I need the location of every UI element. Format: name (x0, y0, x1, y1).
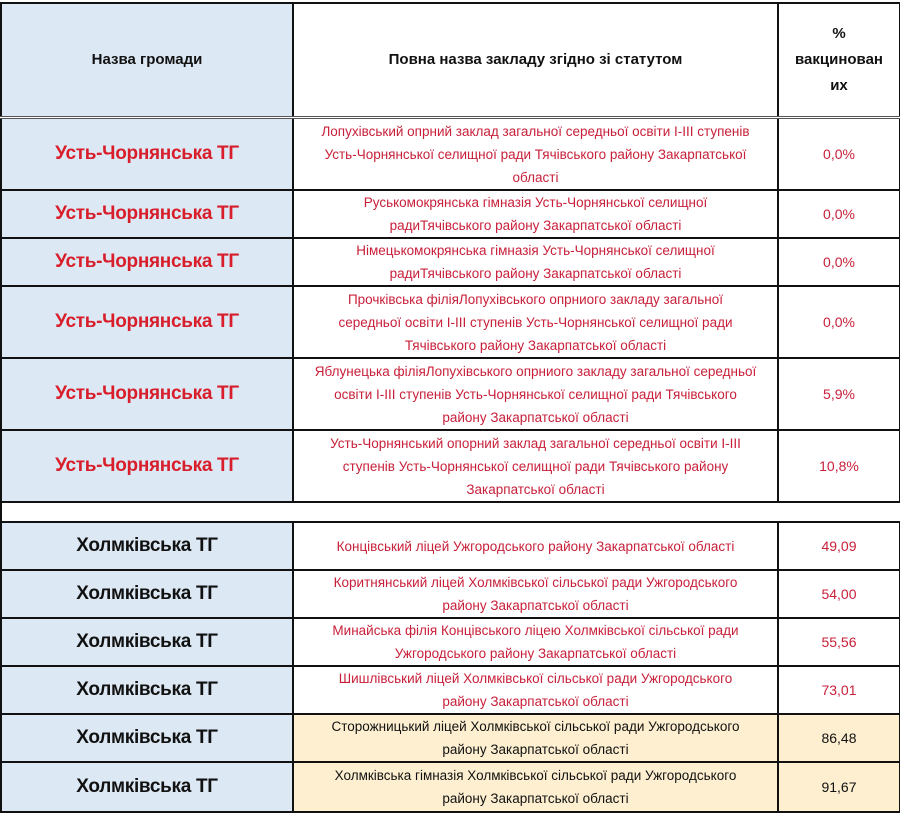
header-pct-line: вакцинован (795, 51, 883, 68)
school-name-line: Сторожницький ліцей Холмківської сільської ради Ужгородського (331, 719, 740, 734)
cell-school-name[interactable] (293, 238, 778, 286)
table-row (1, 190, 900, 238)
school-name-line: радиТячівського району Закарпатської області (389, 218, 682, 233)
school-name-line: Концівський ліцей Ужгородського району Закарпатської області (336, 538, 735, 554)
cell-gromada[interactable]: Холмківська ТГ (1, 666, 293, 714)
school-name-line: Тячівського району Закарпатської області (404, 337, 667, 353)
cell-school-name[interactable] (293, 714, 778, 762)
cell-gromada[interactable]: Холмківська ТГ (1, 762, 293, 812)
school-name-line: ступенів Усть-Чорнянської селищної ради Тячівського району (342, 458, 729, 474)
school-name-line: району Закарпатської області (442, 409, 629, 425)
cell-school-name[interactable] (293, 118, 778, 191)
cell-gromada[interactable]: Холмківська ТГ (1, 714, 293, 762)
header-pct-line: их (830, 77, 848, 94)
school-name-line: Німецькомокрянська гімназія Усть-Чорнянської селищної (356, 243, 715, 258)
cell-vaccinated-pct[interactable]: 10,8% (778, 430, 900, 502)
school-name-line: Коритнянський ліцей Холмківської сільської ради Ужгородського (333, 575, 738, 590)
spacer-row (1, 502, 900, 522)
spacer-cell (778, 502, 900, 522)
school-name-line: Лопухівський опрний заклад загальної середньої освіти І-ІІІ ступенів (321, 123, 750, 139)
cell-vaccinated-pct[interactable]: 54,00 (778, 570, 900, 618)
cell-vaccinated-pct[interactable]: 5,9% (778, 358, 900, 430)
school-name-line: Ужгородського району Закарпатської області (394, 646, 677, 661)
table-row (1, 118, 900, 191)
header-row (1, 3, 900, 118)
cell-school-name[interactable] (293, 522, 778, 570)
school-name-line: Прочківська філіяЛопухівського опрниого закладу загальної (347, 291, 724, 307)
school-name-line: Усть-Чорнянської селищної ради Тячівського району Закарпатської (324, 146, 747, 162)
school-name-line: району Закарпатської області (442, 791, 629, 806)
cell-school-name[interactable] (293, 762, 778, 812)
cell-vaccinated-pct[interactable]: 0,0% (778, 190, 900, 238)
cell-gromada[interactable]: Усть-Чорнянська ТГ (1, 286, 293, 358)
cell-gromada[interactable]: Усть-Чорнянська ТГ (1, 238, 293, 286)
cell-vaccinated-pct[interactable]: 86,48 (778, 714, 900, 762)
spacer-cell (293, 502, 778, 522)
school-name-line: району Закарпатської області (442, 742, 629, 757)
table-row (1, 618, 900, 666)
header-gromada[interactable]: Назва громади (1, 3, 293, 118)
cell-gromada[interactable]: Усть-Чорнянська ТГ (1, 118, 293, 191)
cell-school-name[interactable] (293, 570, 778, 618)
cell-gromada[interactable]: Холмківська ТГ (1, 570, 293, 618)
school-name-line: району Закарпатської області (442, 694, 629, 709)
header-pct[interactable] (778, 3, 900, 118)
cell-vaccinated-pct[interactable]: 0,0% (778, 286, 900, 358)
cell-school-name[interactable] (293, 430, 778, 502)
table-row (1, 522, 900, 570)
school-name-line: Руськомокрянська гімназія Усть-Чорнянської селищної (363, 195, 708, 210)
spacer-cell (1, 502, 293, 522)
table-row (1, 714, 900, 762)
school-name-line: радиТячівського району Закарпатської області (389, 266, 682, 281)
school-name-line: Минайська філія Концівського ліцею Холмківської сільської ради (332, 623, 739, 638)
cell-vaccinated-pct[interactable]: 55,56 (778, 618, 900, 666)
table-row (1, 762, 900, 812)
cell-vaccinated-pct[interactable]: 0,0% (778, 118, 900, 191)
school-name-line: області (512, 169, 559, 185)
cell-school-name[interactable] (293, 286, 778, 358)
school-name-line: Усть-Чорнянський опорний заклад загальної середньої освіти І-ІІІ (330, 435, 741, 451)
cell-vaccinated-pct[interactable]: 91,67 (778, 762, 900, 812)
school-name-line: району Закарпатської області (442, 598, 629, 613)
cell-gromada[interactable]: Усть-Чорнянська ТГ (1, 190, 293, 238)
table-row (1, 666, 900, 714)
cell-school-name[interactable] (293, 666, 778, 714)
cell-vaccinated-pct[interactable]: 0,0% (778, 238, 900, 286)
table-row (1, 570, 900, 618)
table-row (1, 286, 900, 358)
cell-gromada[interactable]: Холмківська ТГ (1, 522, 293, 570)
school-name-line: Шишлівський ліцей Холмківської сільської ради Ужгородського (338, 671, 733, 686)
cell-gromada[interactable]: Холмківська ТГ (1, 618, 293, 666)
cell-school-name[interactable] (293, 190, 778, 238)
table-row (1, 358, 900, 430)
table-row (1, 238, 900, 286)
vaccination-table (0, 2, 900, 813)
cell-gromada[interactable]: Усть-Чорнянська ТГ (1, 358, 293, 430)
header-pct-line: % (832, 25, 846, 42)
school-name-line: Закарпатської області (466, 481, 605, 497)
cell-school-name[interactable] (293, 618, 778, 666)
school-name-line: Холмківська гімназія Холмківської сільської ради Ужгородського (334, 768, 737, 783)
header-school[interactable]: Повна назва закладу згідно зі статутом (293, 3, 778, 118)
cell-school-name[interactable] (293, 358, 778, 430)
cell-vaccinated-pct[interactable]: 73,01 (778, 666, 900, 714)
cell-vaccinated-pct[interactable]: 49,09 (778, 522, 900, 570)
table-row (1, 430, 900, 502)
school-name-line: середньої освіти І-ІІІ ступенів Усть-Чорнянської селищної ради (338, 314, 733, 330)
school-name-line: освіти І-ІІІ ступенів Усть-Чорнянської селищної ради Тячівського (334, 386, 737, 402)
school-name-line: Яблунецька філіяЛопухівського опрниого закладу загальної середньої (314, 363, 757, 379)
cell-gromada[interactable]: Усть-Чорнянська ТГ (1, 430, 293, 502)
